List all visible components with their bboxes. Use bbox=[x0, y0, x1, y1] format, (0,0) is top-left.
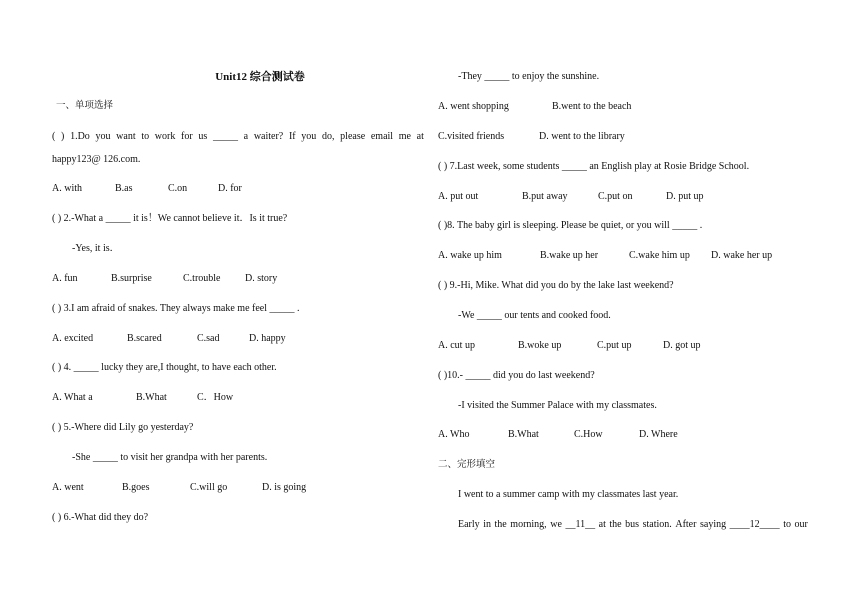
word: do, bbox=[321, 131, 335, 142]
option: D. is going bbox=[262, 482, 307, 493]
option: B.wake up her bbox=[540, 250, 599, 261]
word: saying bbox=[700, 519, 727, 530]
question-8: ( )8. The baby girl is sleeping. Please be quiet, or you will _____ . bbox=[438, 220, 703, 231]
option: A. Who bbox=[438, 429, 470, 440]
word: at bbox=[416, 131, 424, 142]
section-heading-cloze: 二、完形填空 bbox=[438, 459, 496, 470]
option: C.will go bbox=[190, 482, 228, 493]
word: waiter? bbox=[253, 131, 284, 142]
word: bus bbox=[625, 519, 640, 530]
word: our bbox=[794, 519, 808, 530]
question-5-answer: -She _____ to visit her grandpa with her parents. bbox=[72, 452, 268, 463]
option: C.on bbox=[168, 183, 188, 194]
question-1-line-2: happy123@ 126.com. bbox=[52, 154, 141, 165]
word: want bbox=[116, 131, 136, 142]
word: us bbox=[198, 131, 208, 142]
option: D. happy bbox=[249, 333, 286, 344]
cloze-paragraph-1: I went to a summer camp with my classmates last year. bbox=[458, 489, 679, 500]
option: C.trouble bbox=[183, 273, 221, 284]
option: B.goes bbox=[122, 482, 150, 493]
option: D. went to the library bbox=[539, 131, 625, 142]
question-3: ( ) 3.I am afraid of snakes. They always make me feel _____ . bbox=[52, 303, 300, 314]
option: C.wake him up bbox=[629, 250, 690, 261]
word: ) bbox=[61, 131, 65, 142]
option: A. What a bbox=[52, 392, 93, 403]
word: at bbox=[598, 519, 606, 530]
option: A. cut up bbox=[438, 340, 475, 351]
question-7: ( ) 7.Last week, some students _____ an English play at Rosie Bridge School. bbox=[438, 161, 750, 172]
question-4: ( ) 4. _____ lucky they are,I thought, to have each other. bbox=[52, 362, 277, 373]
option: A. put out bbox=[438, 191, 479, 202]
option: A. went bbox=[52, 482, 84, 493]
word: in bbox=[483, 519, 491, 530]
question-2-answer: -Yes, it is． bbox=[72, 243, 120, 254]
word: 1.Do bbox=[70, 131, 90, 142]
option: B.woke up bbox=[518, 340, 562, 351]
question-2: ( ) 2.-What a _____ it is！We cannot believe it．Is it true? bbox=[52, 213, 288, 224]
option: A. with bbox=[52, 183, 82, 194]
option: B.as bbox=[115, 183, 133, 194]
word: Early bbox=[458, 519, 480, 530]
question-9: ( ) 9.-Hi, Mike. What did you do by the lake last weekend? bbox=[438, 280, 674, 291]
option: A. went shopping bbox=[438, 101, 509, 112]
option: D. Where bbox=[639, 429, 678, 440]
option: D. for bbox=[218, 183, 242, 194]
option: B.What bbox=[136, 392, 167, 403]
option: C.put up bbox=[597, 340, 632, 351]
word: a bbox=[243, 131, 249, 142]
word: please bbox=[340, 131, 366, 142]
word: we bbox=[550, 519, 562, 530]
option: C.sad bbox=[197, 333, 220, 344]
cloze-paragraph-2 bbox=[458, 519, 808, 531]
word: to bbox=[783, 519, 791, 530]
question-6: ( ) 6.-What did they do? bbox=[52, 512, 149, 523]
page-title: Unit12 综合测试卷 bbox=[215, 71, 305, 83]
word: morning, bbox=[510, 519, 547, 530]
question-5: ( ) 5.-Where did Lily go yesterday? bbox=[52, 422, 194, 433]
word: If bbox=[288, 131, 296, 142]
option: B.went to the beach bbox=[552, 101, 632, 112]
option: B.What bbox=[508, 429, 539, 440]
option: D. put up bbox=[666, 191, 704, 202]
option: A. wake up him bbox=[438, 250, 502, 261]
word: email bbox=[370, 131, 394, 142]
question-9-answer: -We _____ our tents and cooked food. bbox=[458, 310, 611, 321]
option: C.put on bbox=[598, 191, 633, 202]
question-6-answer: -They _____ to enjoy the sunshine. bbox=[458, 71, 600, 82]
question-1-line-1 bbox=[52, 131, 424, 143]
option: B.surprise bbox=[111, 273, 152, 284]
word: ____12____ bbox=[729, 519, 780, 530]
option: C．How bbox=[197, 392, 234, 403]
option: D. story bbox=[245, 273, 278, 284]
word: _____ bbox=[212, 131, 238, 142]
option: C.How bbox=[574, 429, 603, 440]
word: the bbox=[494, 519, 507, 530]
option: D. got up bbox=[663, 340, 701, 351]
word: __11__ bbox=[565, 519, 596, 530]
word: you bbox=[301, 131, 317, 142]
option: D. wake her up bbox=[711, 250, 773, 261]
option: A. excited bbox=[52, 333, 94, 344]
question-10: ( )10.- _____ did you do last weekend? bbox=[438, 370, 595, 381]
word: work bbox=[154, 131, 176, 142]
word: for bbox=[181, 131, 193, 142]
word: to bbox=[141, 131, 150, 142]
word: you bbox=[95, 131, 111, 142]
question-10-answer: -I visited the Summer Palace with my classmates. bbox=[458, 400, 657, 411]
option: B.scared bbox=[127, 333, 162, 344]
word: the bbox=[609, 519, 622, 530]
word: ( bbox=[52, 131, 56, 142]
option: C.visited friends bbox=[438, 131, 505, 142]
option: B.put away bbox=[522, 191, 568, 202]
section-heading-multiple-choice: 一、单项选择 bbox=[56, 100, 114, 111]
word: me bbox=[398, 131, 411, 142]
word: station. bbox=[642, 519, 672, 530]
option: A. fun bbox=[52, 273, 78, 284]
word: After bbox=[675, 519, 697, 530]
